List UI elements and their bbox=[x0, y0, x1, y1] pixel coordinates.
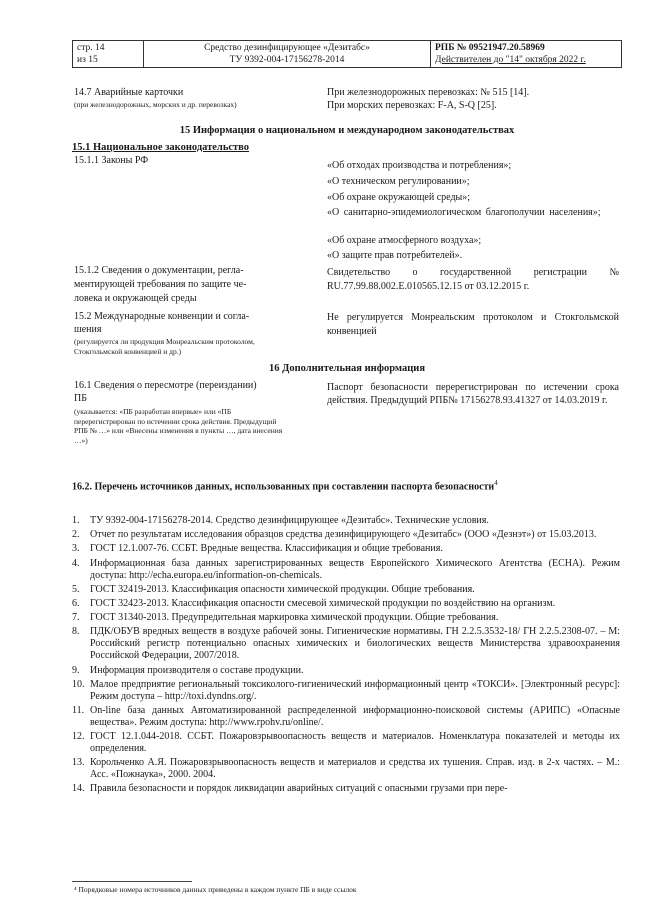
product-cell bbox=[144, 41, 431, 68]
rpb-cell bbox=[431, 41, 622, 68]
law-item: «Об отходах производства и потребления»; bbox=[327, 160, 512, 171]
law-item: «Об охране окружающей среды»; bbox=[327, 192, 471, 203]
s14-7-sub: (при железнодорожных, морских и др. перевозках) bbox=[74, 100, 237, 109]
list-item: 10. Малое предприятие региональный токсиколого-гигиенический информационный центр «ТОКСИ». [Электронный ресурс]: Режим доступа – http://toxi.dyndns.org/. bbox=[72, 678, 620, 702]
s15-1-1-label: 15.1.1 Законы РФ bbox=[74, 155, 149, 166]
ref-text: ГОСТ 32423-2013. Классификация опасности смесевой химической продукции по воздействию на организм. bbox=[90, 597, 556, 609]
list-item: 14. Правила безопасности и порядок ликвидации аварийных ситуаций с опасными грузами при пере- bbox=[72, 783, 508, 795]
s15-1-2-label-l2: ментирующей требования по защите че- bbox=[74, 279, 247, 290]
product-spec: ТУ 9392-004-17156278-2014 bbox=[229, 55, 345, 65]
ref-text: ГОСТ 12.1.044-2018. ССБТ. Пожаровзрывоопасность веществ и материалов. Номенклатура показателей и методы их определения. bbox=[90, 731, 620, 755]
s16-1-sub: (указывается: «ПБ разработан впервые» или «ПБ перерегистрирован по истечении срока действия. Предыдущий РПБ № …» или «Внесены изменения в пункты …, дата внесения …») bbox=[74, 407, 283, 445]
law-item: «О техническом регулировании»; bbox=[327, 176, 470, 187]
law-item: «О санитарно-эпидемиологическом благополучии населения»; bbox=[327, 207, 601, 218]
footnote-divider bbox=[72, 881, 192, 882]
law-item: «О защите прав потребителей». bbox=[327, 250, 463, 261]
s14-7-label: 14.7 Аварийные карточки bbox=[74, 87, 184, 98]
ref-text: Информация производителя о составе продукции. bbox=[90, 664, 304, 676]
s16-2-title-text: 16.2. Перечень источников данных, использованных при составлении паспорта безопасности bbox=[72, 481, 495, 493]
s15-2-sub: (регулируется ли продукция Монреальским протоколом, Стокгольмской конвенцией и др.) bbox=[74, 337, 255, 356]
list-item: 7. ГОСТ 31340-2013. Предупредительная маркировка химической продукции. Общие требования. bbox=[72, 612, 499, 624]
ref-text: On-line база данных Автоматизированной распределенной информационно-поисковой системы (АРИПС) «Опасные вещества». Режим доступа: http://www.rpohv.ru/online/. bbox=[90, 704, 620, 728]
law-item: «Об охране атмосферного воздуха»; bbox=[327, 235, 482, 246]
s15-2-value: Не регулируется Монреальским протоколом и Стокгольмской конвенцией bbox=[327, 312, 619, 337]
s15-1-heading: 15.1 Национальное законодательство bbox=[72, 142, 250, 153]
s15-1-2-label-l1: 15.1.2 Сведения о документации, регла- bbox=[74, 265, 244, 276]
footnote-ref: 4 bbox=[494, 479, 498, 487]
list-item: 9. Информация производителя о составе продукции. bbox=[72, 664, 304, 676]
ref-text: Корольченко А.Я. Пожаровзрывоопасность веществ и материалов и средства их тушения. Справ. изд. в 2-х частях. – М.: Асс. «Пожнаука», 2000. 2004. bbox=[90, 757, 620, 781]
sources-list bbox=[72, 515, 620, 798]
product-name: Средство дезинфицирующее «Дезитабс» bbox=[204, 43, 370, 53]
rpb-number: РПБ № 09521947.20.58969 bbox=[435, 43, 545, 53]
section-16-title: 16 Дополнительная информация bbox=[268, 363, 426, 374]
ref-text: Малое предприятие региональный токсиколого-гигиенический информационный центр «ТОКСИ». [Электронный ресурс]: Режим доступа – http://toxi.dyndns.org/. bbox=[90, 678, 620, 702]
header-table bbox=[72, 40, 622, 68]
ref-text: Отчет по результатам исследования образцов средства дезинфицирующего «Дезитабс» (ООО «Дезнэт») от 15.03.2013. bbox=[90, 529, 597, 541]
list-item: 8. ПДК/ОБУВ вредных веществ в воздухе рабочей зоны. Гигиенические нормативы. ГН 2.2.5.3532-18/ ГН 2.2.5.2308-07. – М: Российский регистр потенциально опасных химических и биологических веществ Министерства здравоохранения Российской Федерации, 2007/2018. bbox=[72, 626, 620, 662]
list-item: 1. ТУ 9392-004-17156278-2014. Средство дезинфицирующее «Дезитабс». Технические условия. bbox=[72, 515, 489, 526]
page-of-label: из 15 bbox=[77, 55, 98, 65]
ref-text: ПДК/ОБУВ вредных веществ в воздухе рабочей зоны. Гигиенические нормативы. ГН 2.2.5.3532-18/ ГН 2.2.5.2308-07. – М: Российский регистр потенциально опасных химических и биологических веществ Министерства здравоохранения Российской Федерации, 2007/2018. bbox=[90, 626, 620, 662]
ref-text: ГОСТ 32419-2013. Классификация опасности химической продукции. Общие требования. bbox=[90, 583, 475, 595]
ref-text: Правила безопасности и порядок ликвидации аварийных ситуаций с опасными грузами при пере- bbox=[90, 783, 508, 795]
ref-text: ГОСТ 31340-2013. Предупредительная маркировка химической продукции. Общие требования. bbox=[90, 612, 499, 624]
s15-1-2-label-l3: ловека и окружающей среды bbox=[74, 293, 197, 304]
s14-7-value-sea: При морских перевозках: F-A, S-Q [25]. bbox=[327, 100, 497, 111]
list-item: 2. Отчет по результатам исследования образцов средства дезинфицирующего «Дезитабс» (ООО «Дезнэт») от 15.03.2013. bbox=[72, 529, 597, 541]
s14-7-value-rail: При железнодорожных перевозках: № 515 [14]. bbox=[327, 87, 530, 98]
ref-text: Информационная база данных зарегистрированных веществ Европейского Химического Агентства (ECHA). Режим доступа: http://echa.europa.eu/information-on-chemicals. bbox=[90, 557, 620, 581]
s16-1-value: Паспорт безопасности перерегистрирован по истечении срока действия. Предыдущий РПБ№ 17156278.93.41327 от 14.03.2019 г. bbox=[327, 382, 619, 406]
list-item: 6. ГОСТ 32423-2013. Классификация опасности смесевой химической продукции по воздействию на организм. bbox=[72, 597, 556, 609]
list-item: 5. ГОСТ 32419-2013. Классификация опасности химической продукции. Общие требования. bbox=[72, 583, 475, 595]
list-item: 3. ГОСТ 12.1.007-76. ССБТ. Вредные вещества. Классификация и общие требования. bbox=[72, 543, 443, 555]
footnote-text: ⁴ Порядковые номера источников данных приведены в каждом пункте ПБ в виде ссылок bbox=[74, 885, 357, 894]
page-label: стр. 14 bbox=[77, 43, 105, 53]
page-number-cell bbox=[73, 41, 144, 68]
ref-text: ГОСТ 12.1.007-76. ССБТ. Вредные вещества. Классификация и общие требования. bbox=[90, 543, 443, 555]
s16-1-label-l1: 16.1 Сведения о пересмотре (переиздании) bbox=[74, 380, 257, 391]
s15-2-label-l2: шения bbox=[74, 324, 102, 335]
validity-date: Действителен до "14" октября 2022 г. bbox=[435, 55, 586, 65]
list-item: 12. ГОСТ 12.1.044-2018. ССБТ. Пожаровзрывоопасность веществ и материалов. Номенклатура показателей и методы их определения. bbox=[72, 731, 620, 755]
list-item: 11. On-line база данных Автоматизированной распределенной информационно-поисковой системы (АРИПС) «Опасные вещества». Режим доступа: http://www.rpohv.ru/online/. bbox=[72, 704, 620, 728]
section-15-title: 15 Информация о национальном и международном законодательствах bbox=[179, 125, 515, 136]
s16-1-label-l2: ПБ bbox=[74, 393, 87, 404]
s16-2-title bbox=[72, 477, 624, 493]
ref-text: ТУ 9392-004-17156278-2014. Средство дезинфицирующее «Дезитабс». Технические условия. bbox=[90, 515, 489, 526]
s15-1-2-value: Свидетельство о государственной регистрации № RU.77.99.88.002.Е.010565.12.15 от 03.12.2015 г. bbox=[327, 267, 619, 292]
list-item: 4. Информационная база данных зарегистрированных веществ Европейского Химического Агентства (ECHA). Режим доступа: http://echa.europa.eu/information-on-chemicals. bbox=[72, 557, 620, 581]
list-item: 13. Корольченко А.Я. Пожаровзрывоопасность веществ и материалов и средства их тушения. Справ. изд. в 2-х частях. – М.: Асс. «Пожнаука», 2000. 2004. bbox=[72, 757, 620, 781]
s15-2-label-l1: 15.2 Международные конвенции и согла- bbox=[74, 311, 250, 322]
